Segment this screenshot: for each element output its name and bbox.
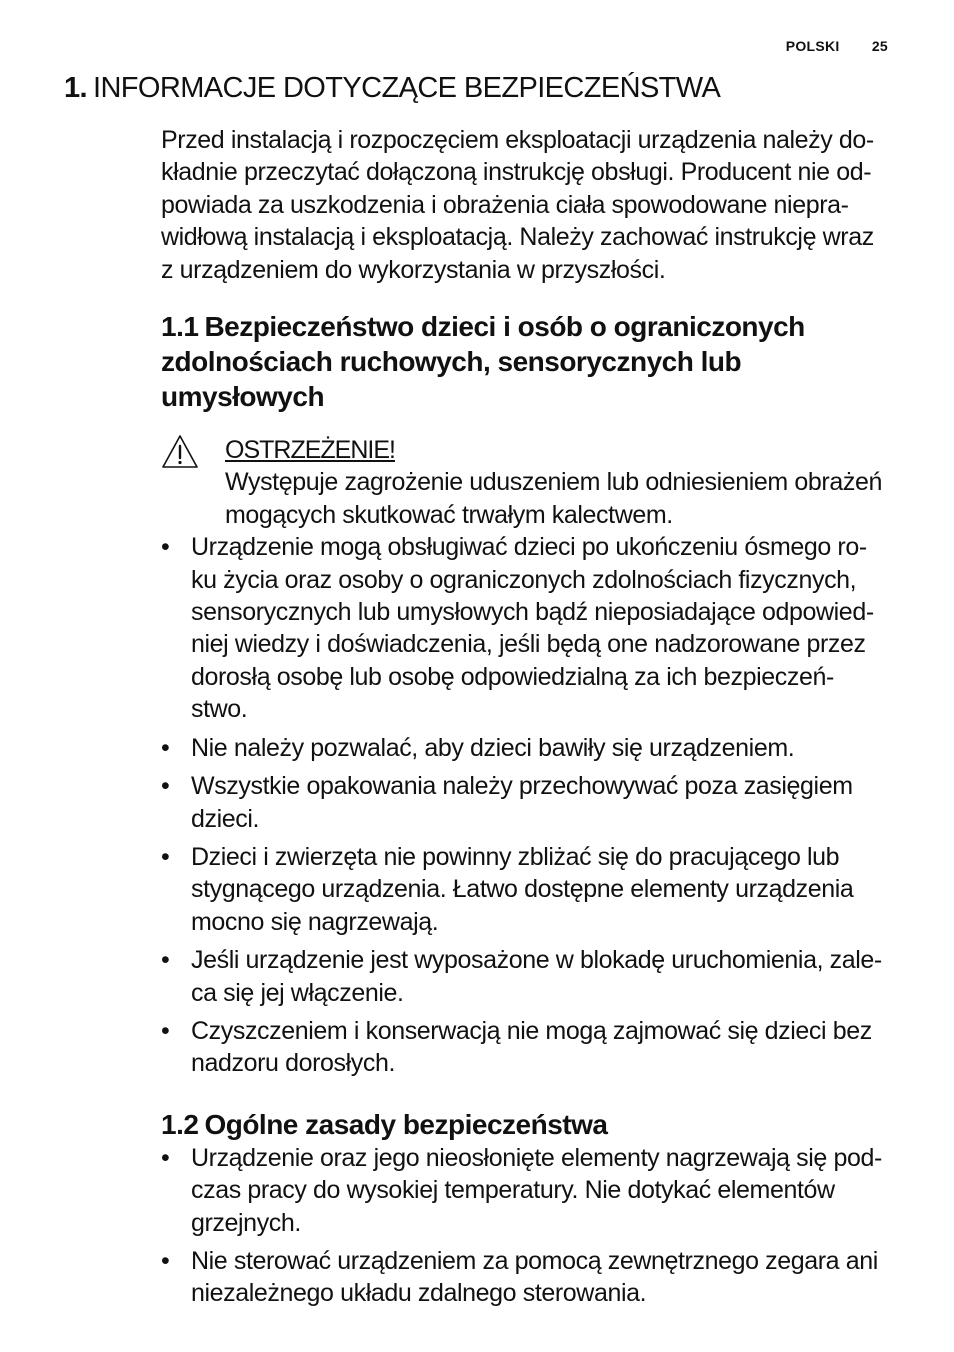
section-1-number: 1. bbox=[64, 72, 87, 104]
bullet-icon: • bbox=[161, 533, 170, 562]
list-item-line: nadzoru dorosłych. bbox=[191, 1049, 396, 1078]
warning-line: Występuje zagrożenie uduszeniem lub odniesieniem obrażeń bbox=[225, 468, 882, 497]
list-item-line: Dzieci i zwierzęta nie powinny zbliżać się do pracującego lub bbox=[191, 842, 840, 871]
page-header bbox=[786, 38, 888, 54]
list-item-line: niej wiedzy i doświadczenia, jeśli będą one nadzorowane przez bbox=[191, 630, 866, 659]
bullet-icon: • bbox=[161, 946, 170, 975]
bullet-icon: • bbox=[161, 1016, 170, 1045]
intro-line: z urządzeniem do wykorzystania w przyszłości. bbox=[161, 255, 666, 284]
section-1-2-title: Ogólne zasady bezpieczeństwa bbox=[204, 1108, 608, 1140]
intro-paragraph bbox=[161, 124, 896, 286]
list-item bbox=[161, 841, 896, 938]
list-item bbox=[161, 531, 896, 725]
intro-line: Przed instalacją i rozpoczęciem eksploatacji urządzenia należy do- bbox=[161, 126, 874, 154]
intro-line: widłową instalacją i eksploatacją. Należy zachować instrukcję wraz bbox=[161, 223, 874, 252]
bullet-icon: • bbox=[161, 1143, 170, 1172]
children-safety-list bbox=[161, 531, 896, 1080]
bullet-icon: • bbox=[161, 733, 170, 762]
list-item bbox=[161, 1142, 896, 1239]
list-item-line: ku życia oraz osoby o ograniczonych zdolnościach fizycznych, bbox=[191, 565, 857, 594]
warning-box bbox=[161, 434, 896, 531]
list-item bbox=[161, 1245, 896, 1310]
list-item-line: ca się jej włączenie. bbox=[191, 978, 404, 1007]
warning-text bbox=[225, 466, 896, 531]
list-item-line: Urządzenie mogą obsługiwać dzieci po ukończeniu ósmego ro- bbox=[191, 533, 867, 562]
warning-title: OSTRZEŻENIE! bbox=[225, 436, 395, 465]
section-1-1-title-line: zdolnościach ruchowych, sensorycznych lub umysłowych bbox=[161, 346, 742, 413]
list-item-line: Nie sterować urządzeniem za pomocą zewnętrznego zegara ani bbox=[191, 1246, 878, 1275]
list-item-line: grzejnych. bbox=[191, 1208, 301, 1237]
list-item-line: dzieci. bbox=[191, 804, 260, 833]
section-1-2-heading bbox=[161, 1107, 896, 1142]
page-number: 25 bbox=[871, 38, 888, 54]
main-content bbox=[161, 124, 896, 1316]
list-item-line: dorosłą osobę lub osobę odpowiedzialną za ich bezpieczeń- bbox=[191, 662, 834, 691]
bullet-icon: • bbox=[161, 842, 170, 871]
list-item bbox=[161, 944, 896, 1009]
list-item-line: Jeśli urządzenie jest wyposażone w blokadę uruchomienia, zale- bbox=[191, 946, 882, 975]
list-item-line: niezależnego układu zdalnego sterowania. bbox=[191, 1279, 647, 1308]
section-1-2-number: 1.2 bbox=[161, 1108, 199, 1140]
header-language: POLSKI bbox=[785, 38, 840, 54]
list-item bbox=[161, 770, 896, 835]
list-item-line: mocno się nagrzewają. bbox=[191, 907, 439, 936]
list-item-line: Czyszczeniem i konserwacją nie mogą zajmować się dzieci bez bbox=[191, 1016, 872, 1045]
list-item-line: czas pracy do wysokiej temperatury. Nie dotykać elementów bbox=[191, 1176, 835, 1205]
bullet-icon: • bbox=[161, 1246, 170, 1275]
list-item-line: Nie należy pozwalać, aby dzieci bawiły się urządzeniem. bbox=[191, 733, 795, 762]
section-1-1-heading bbox=[161, 309, 896, 414]
section-1-heading bbox=[64, 72, 720, 105]
section-1-1-number: 1.1 bbox=[161, 311, 199, 343]
bullet-icon: • bbox=[161, 772, 170, 801]
list-item-line: Urządzenie oraz jego nieosłonięte elementy nagrzewają się pod- bbox=[191, 1143, 882, 1172]
warning-triangle-icon bbox=[161, 434, 199, 470]
list-item bbox=[161, 1015, 896, 1080]
list-item-line: stwo. bbox=[191, 695, 248, 724]
warning-line: mogących skutkować trwałym kalectwem. bbox=[225, 500, 673, 529]
list-item-line: stygnącego urządzenia. Łatwo dostępne elementy urządzenia bbox=[191, 875, 854, 904]
list-item-line: Wszystkie opakowania należy przechowywać poza zasięgiem bbox=[191, 772, 853, 801]
list-item bbox=[161, 732, 896, 764]
intro-line: powiada za uszkodzenia i obrażenia ciała spowodowane niepra- bbox=[161, 190, 849, 219]
section-1-1-title-line: Bezpieczeństwo dzieci i osób o ograniczonych bbox=[204, 311, 805, 343]
intro-line: kładnie przeczytać dołączoną instrukcję obsługi. Producent nie od- bbox=[161, 158, 872, 187]
general-safety-list bbox=[161, 1142, 896, 1310]
section-1-title: INFORMACJE DOTYCZĄCE BEZPIECZEŃSTWA bbox=[93, 72, 721, 104]
list-item-line: sensorycznych lub umysłowych bądź nieposiadające odpowied- bbox=[191, 598, 874, 627]
